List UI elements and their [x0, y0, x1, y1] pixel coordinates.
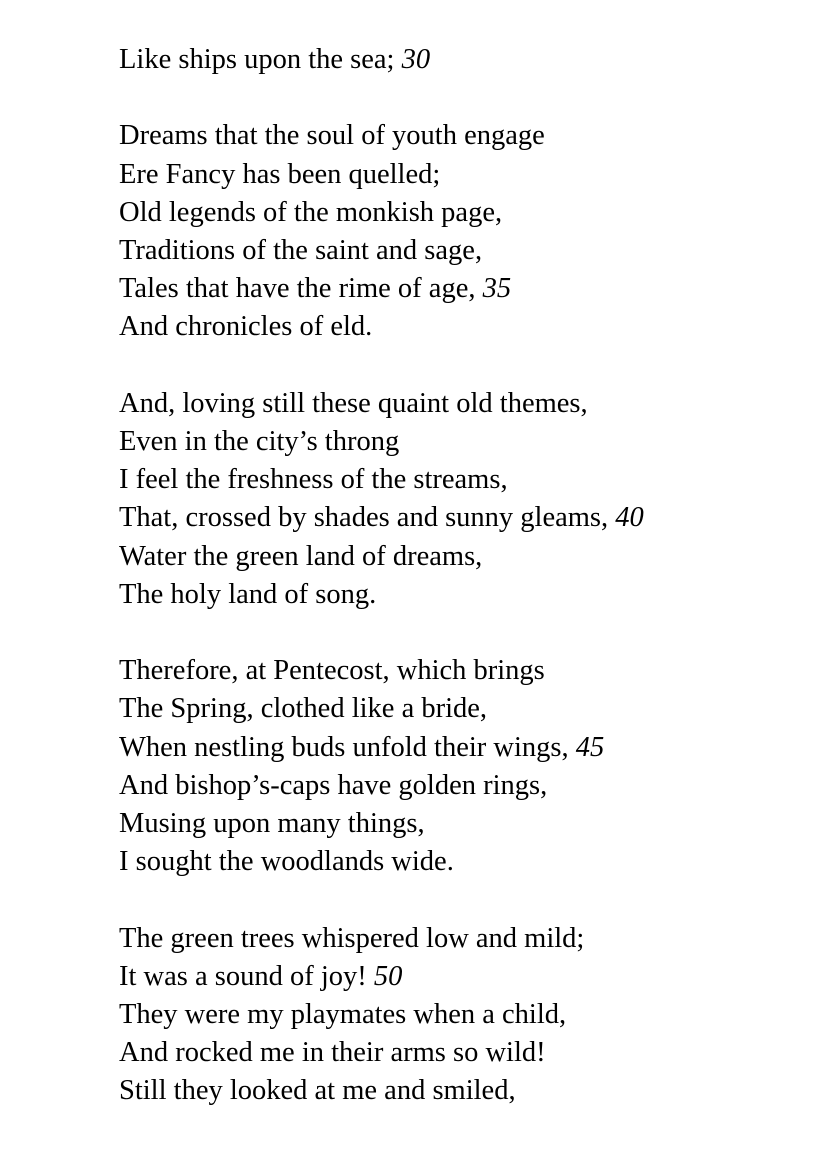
line-number: 35 [482, 273, 512, 305]
line-text: And chronicles of eld. [119, 311, 373, 343]
stanza [119, 652, 819, 881]
line-text: Water the green land of dreams, [119, 540, 483, 572]
stanza [119, 41, 819, 79]
poem-line [119, 538, 819, 576]
line-text: Therefore, at Pentecost, which brings [119, 655, 545, 687]
line-text: The Spring, clothed like a bride, [119, 693, 488, 725]
line-text: Musing upon many things, [119, 808, 425, 840]
stanza [119, 117, 819, 346]
line-text: And rocked me in their arms so wild! [119, 1037, 546, 1069]
line-text: Traditions of the saint and sage, [119, 235, 483, 266]
poem-line [119, 652, 819, 690]
line-text: They were my playmates when a child, [119, 999, 567, 1031]
poem-line [119, 308, 819, 346]
poem-line [119, 194, 819, 232]
poem-line [119, 805, 819, 843]
line-text: When nestling buds unfold their wings, [119, 731, 576, 763]
poem-line [119, 1034, 819, 1072]
poem-line [119, 232, 819, 270]
line-text: Dreams that the soul of youth engage [119, 120, 545, 152]
poem-line [119, 920, 819, 958]
line-text: I feel the freshness of the streams, [119, 464, 508, 496]
poem-line [119, 996, 819, 1034]
line-text: It was a sound of joy! [119, 960, 374, 992]
line-text: Tales that have the rime of age, [119, 273, 483, 305]
line-text: And bishop’s-caps have golden rings, [119, 769, 548, 801]
poem-line [119, 270, 819, 308]
line-text: The holy land of song. [119, 578, 377, 610]
line-text: Old legends of the monkish page, [119, 196, 503, 228]
poem-line [119, 1072, 819, 1110]
poem-line [119, 843, 819, 881]
poem-line [119, 461, 819, 499]
poem-body [119, 41, 819, 1149]
poem-line [119, 958, 819, 996]
line-text: Ere Fancy has been quelled; [119, 158, 441, 190]
poem-line [119, 576, 819, 614]
poem-line [119, 499, 819, 537]
line-text: That, crossed by shades and sunny gleams, [119, 502, 616, 534]
poem-line [119, 690, 819, 728]
poem-line [119, 729, 819, 767]
line-text: And, loving still these quaint old themes, [119, 387, 588, 419]
line-number: 50 [373, 960, 403, 992]
poem-line [119, 423, 819, 461]
line-text: I sought the woodlands wide. [119, 846, 454, 878]
line-number: 30 [401, 44, 431, 75]
stanza [119, 920, 819, 1111]
stanza [119, 385, 819, 614]
line-text: The green trees whispered low and mild; [119, 922, 585, 954]
poem-line [119, 385, 819, 423]
line-text: Still they looked at me and smiled, [119, 1075, 516, 1107]
line-number: 40 [615, 502, 644, 534]
line-number: 45 [575, 731, 605, 763]
poem-line [119, 117, 819, 155]
line-text: Even in the city’s throng [119, 426, 400, 457]
poem-line [119, 41, 819, 79]
poem-line [119, 767, 819, 805]
poem-line [119, 156, 819, 194]
line-text: Like ships upon the sea; [119, 44, 402, 75]
